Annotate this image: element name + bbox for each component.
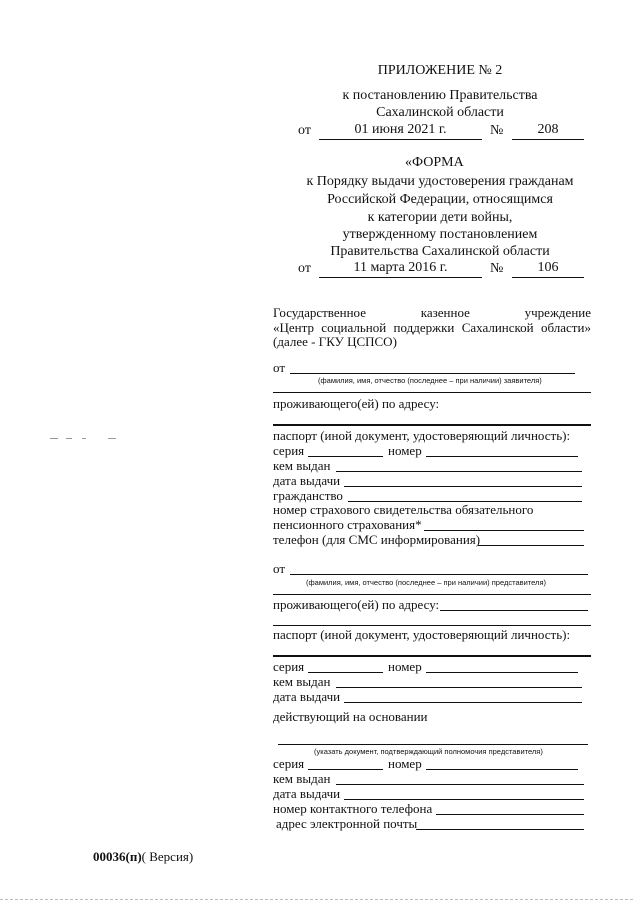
form-title: «ФОРМА: [405, 155, 464, 170]
form-line-4: утвержденному постановлением: [342, 227, 538, 242]
scan-mark: [66, 438, 72, 439]
applicant-number-label: номер: [388, 443, 422, 458]
number-label: №: [490, 123, 504, 138]
footer-version: ( Версия): [141, 849, 194, 864]
form-date-underline: [319, 277, 482, 278]
representative-doc-issued-by-field[interactable]: [336, 784, 584, 785]
applicant-phone-label: телефон (для СМС информирования): [273, 532, 481, 547]
representative-address-field[interactable]: [440, 610, 588, 611]
representative-doc-series-label: серия: [273, 756, 305, 771]
representative-issued-by-field[interactable]: [336, 687, 582, 688]
applicant-issued-by-field[interactable]: [336, 471, 582, 472]
date-from-label: от: [298, 123, 311, 138]
applicant-phone-field[interactable]: [478, 545, 584, 546]
form-date-from-label: от: [298, 261, 311, 276]
applicant-passport-label: паспорт (иной документ, удостоверяющий личность):: [273, 428, 571, 443]
applicant-snils-label-2: пенсионного страхования*: [273, 517, 422, 532]
region-line: Сахалинской области: [376, 105, 504, 120]
representative-passport-line[interactable]: [273, 655, 591, 657]
applicant-issue-date-field[interactable]: [344, 486, 582, 487]
representative-authority-doc-field[interactable]: [278, 744, 588, 745]
addressee-line-3: (далее - ГКУ ЦСПСО): [273, 334, 397, 349]
applicant-snils-label-1: номер страхового свидетельства обязательного: [273, 502, 534, 517]
representative-doc-series-field[interactable]: [308, 769, 383, 770]
representative-contact-phone-field[interactable]: [436, 814, 584, 815]
scan-mark: [50, 438, 58, 439]
applicant-issue-date-label: дата выдачи: [273, 473, 341, 488]
representative-issue-date-label: дата выдачи: [273, 689, 341, 704]
applicant-series-field[interactable]: [308, 456, 383, 457]
addressee-line-2: «Центр социальной поддержки Сахалинской области»: [273, 320, 591, 335]
resolution-number: 208: [537, 122, 559, 137]
form-line-2: Российской Федерации, относящимся: [327, 192, 553, 207]
resolution-date: 01 июня 2021 г.: [354, 122, 447, 137]
representative-issued-by-label: кем выдан: [273, 674, 331, 689]
representative-from-label: от: [273, 561, 286, 576]
representative-doc-issued-by-label: кем выдан: [273, 771, 331, 786]
representative-doc-number-field[interactable]: [426, 769, 578, 770]
form-number-underline: [512, 277, 584, 278]
applicant-citizenship-label: гражданство: [273, 488, 343, 503]
applicant-from-label: от: [273, 360, 286, 375]
scan-mark: [82, 438, 86, 439]
resolution-line: к постановлению Правительства: [342, 88, 538, 103]
form-number-label: №: [490, 261, 504, 276]
representative-number-label: номер: [388, 659, 422, 674]
applicant-fio-hint: (фамилия, имя, отчество (последнее – при наличии) заявителя): [318, 376, 542, 385]
representative-address-line-2[interactable]: [273, 625, 591, 626]
representative-acting-label: действующий на основании: [273, 709, 428, 724]
footer-code: 00036(п): [93, 849, 142, 864]
representative-extra-line[interactable]: [273, 594, 591, 595]
representative-series-field[interactable]: [308, 672, 383, 673]
applicant-series-label: серия: [273, 443, 305, 458]
applicant-fio-field[interactable]: [290, 373, 575, 374]
representative-passport-label: паспорт (иной документ, удостоверяющий личность):: [273, 627, 571, 642]
representative-doc-number-label: номер: [388, 756, 422, 771]
applicant-extra-line[interactable]: [273, 392, 591, 393]
appendix-title: ПРИЛОЖЕНИЕ № 2: [377, 63, 503, 78]
representative-residing-label: проживающего(ей) по адресу:: [273, 597, 440, 612]
representative-doc-issue-date-field[interactable]: [344, 799, 584, 800]
representative-number-field[interactable]: [426, 672, 578, 673]
number-underline: [512, 139, 584, 140]
footer-version-line: [93, 850, 193, 864]
form-line-1: к Порядку выдачи удостоверения гражданам: [306, 174, 574, 189]
representative-doc-hint: (указать документ, подтверждающий полномочия представителя): [314, 747, 543, 756]
representative-doc-issue-date-label: дата выдачи: [273, 786, 341, 801]
addressee-line-1: Государственное казенное учреждение: [273, 305, 591, 320]
form-line-5: Правительства Сахалинской области: [330, 244, 550, 259]
representative-series-label: серия: [273, 659, 305, 674]
representative-fio-hint: (фамилия, имя, отчество (последнее – при наличии) представителя): [306, 578, 546, 587]
representative-contact-phone-label: номер контактного телефона: [273, 801, 433, 816]
date-underline: [319, 139, 482, 140]
form-line-3: к категории дети войны,: [367, 210, 513, 225]
applicant-residing-label: проживающего(ей) по адресу:: [273, 396, 440, 411]
scan-mark: [108, 438, 116, 439]
representative-issue-date-field[interactable]: [344, 702, 582, 703]
applicant-address-field[interactable]: [273, 424, 591, 426]
applicant-issued-by-label: кем выдан: [273, 458, 331, 473]
representative-email-field[interactable]: [416, 829, 584, 830]
applicant-number-field[interactable]: [426, 456, 578, 457]
scan-bottom-edge: [0, 899, 633, 900]
form-resolution-number: 106: [537, 260, 559, 275]
representative-email-label: адрес электронной почты: [276, 816, 418, 831]
applicant-snils-field[interactable]: [424, 530, 584, 531]
form-resolution-date: 11 марта 2016 г.: [353, 260, 448, 275]
representative-fio-field[interactable]: [290, 574, 588, 575]
